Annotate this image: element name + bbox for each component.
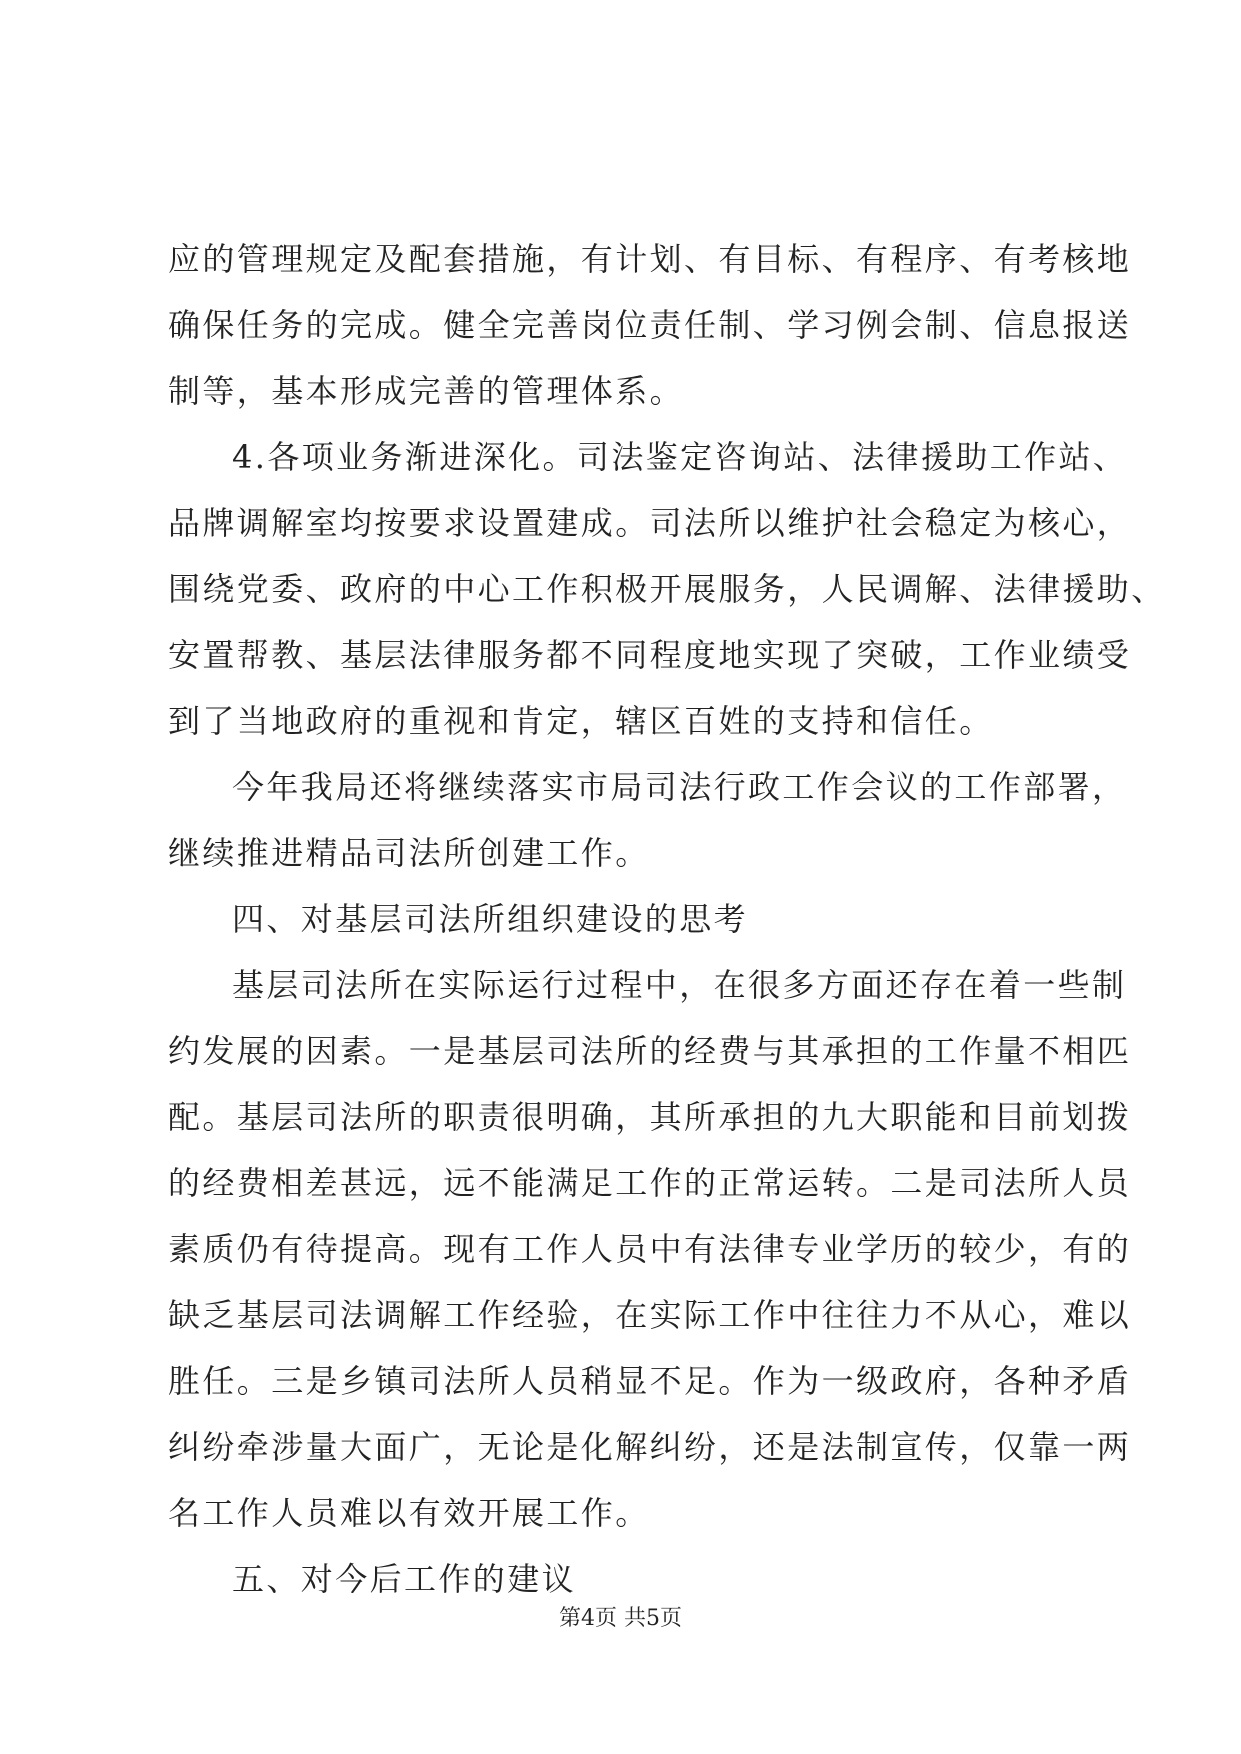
text-line: 围绕党委、政府的中心工作积极开展服务，人民调解、法律援助、 — [168, 570, 1166, 608]
text-line: 继续推进精品司法所创建工作。 — [168, 834, 650, 872]
text-line: 制等，基本形成完善的管理体系。 — [168, 372, 685, 410]
text-line: 安置帮教、基层法律服务都不同程度地实现了突破，工作业绩受 — [168, 636, 1132, 674]
paragraph-start-line: 基层司法所在实际运行过程中，在很多方面还存在着一些制 — [232, 966, 1127, 1004]
paragraph-start-line: 今年我局还将继续落实市局司法行政工作会议的工作部署， — [232, 768, 1127, 806]
text-line: 到了当地政府的重视和肯定，辖区百姓的支持和信任。 — [168, 702, 994, 740]
text-line: 应的管理规定及配套措施，有计划、有目标、有程序、有考核地 — [168, 240, 1132, 278]
document-body — [168, 226, 1166, 1612]
text-line: 的经费相差甚远，远不能满足工作的正常运转。二是司法所人员 — [168, 1164, 1132, 1202]
text-line: 约发展的因素。一是基层司法所的经费与其承担的工作量不相匹 — [168, 1032, 1132, 1070]
text-line: 胜任。三是乡镇司法所人员稍显不足。作为一级政府，各种矛盾 — [168, 1362, 1132, 1400]
page-number-footer: 第4页 共5页 — [559, 1606, 682, 1631]
text-line: 配。基层司法所的职责很明确，其所承担的九大职能和目前划拨 — [168, 1098, 1132, 1136]
section-heading: 五、对今后工作的建议 — [232, 1560, 577, 1598]
text-line: 素质仍有待提高。现有工作人员中有法律专业学历的较少，有的 — [168, 1230, 1132, 1268]
text-line: 品牌调解室均按要求设置建成。司法所以维护社会稳定为核心， — [168, 504, 1132, 542]
text-line: 名工作人员难以有效开展工作。 — [168, 1494, 650, 1532]
text-line: 确保任务的完成。健全完善岗位责任制、学习例会制、信息报送 — [168, 306, 1132, 344]
section-heading: 四、对基层司法所组织建设的思考 — [232, 900, 749, 938]
text-line: 缺乏基层司法调解工作经验，在实际工作中往往力不从心，难以 — [168, 1296, 1132, 1334]
text-line: 纠纷牵涉量大面广，无论是化解纠纷，还是法制宣传，仅靠一两 — [168, 1428, 1132, 1466]
paragraph-start-line: 4.各项业务渐进深化。司法鉴定咨询站、法律援助工作站、 — [232, 438, 1128, 476]
